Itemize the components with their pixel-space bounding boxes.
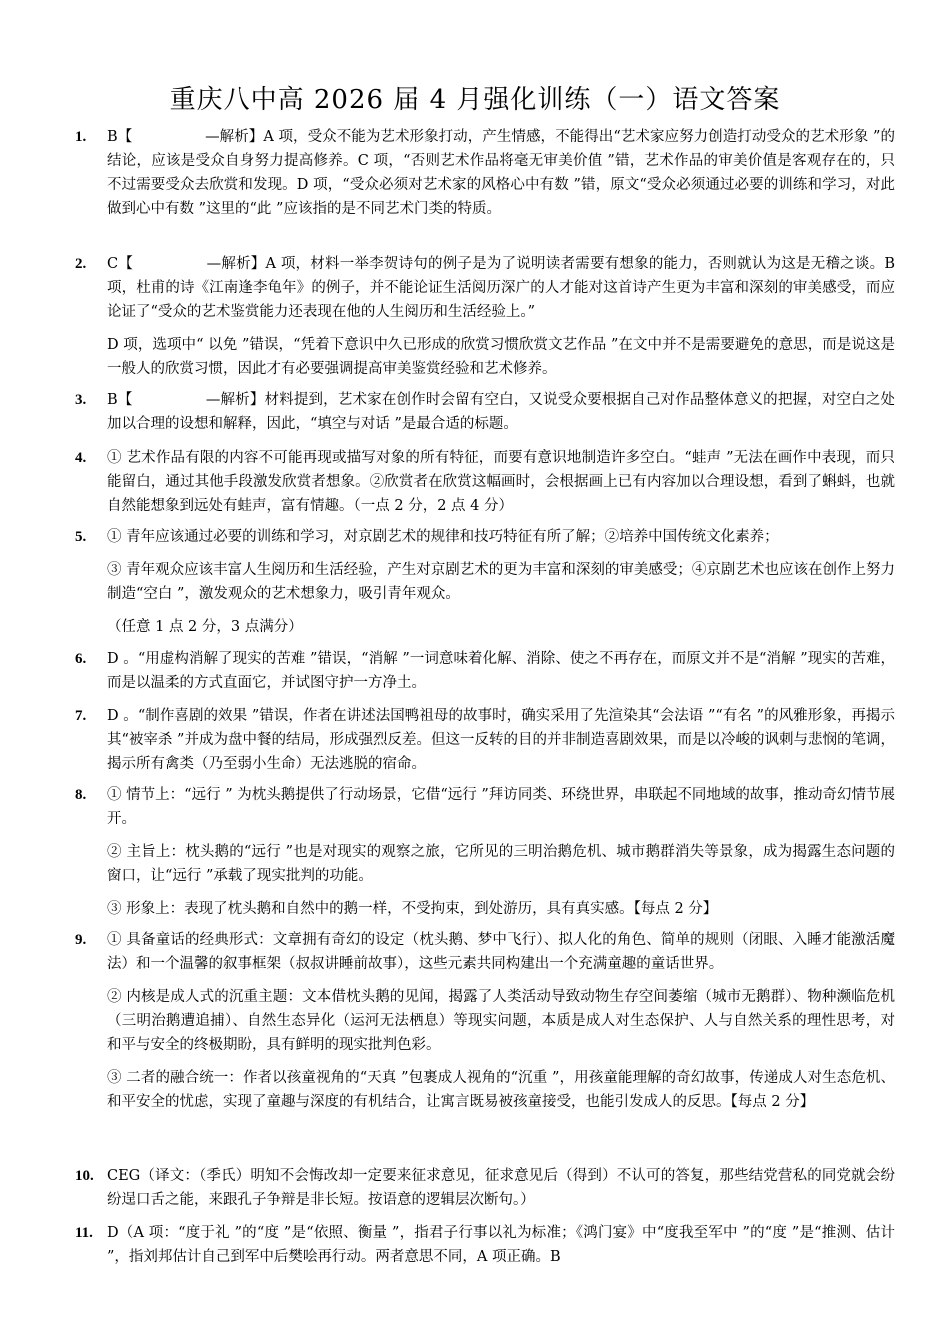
answer-item-1 [75,125,895,221]
answer-paragraph: B【 —解析】A 项，受众不能为艺术形象打动，产生情感，不能得出“艺术家应努力创造打动受众的艺术形象 ”的结论，应该是受众自身努力提高修养。C 项，“否则艺术作品将毫无审美价值 ”错，艺术作品的审美价值是客观存在的，只不过需要受众去欣赏和发现。D 项，“受众必须对艺术家的风格心中有数 ”错，原文“受众必须通过必要的训练和学习，对此做到心中有数 ”这里的“此 ”应该指的是不同艺术门类的特质。 [107,129,895,217]
item-number: 8. [75,787,87,803]
answer-paragraph: ① 青年应该通过必要的训练和学习，对京剧艺术的规律和技巧特征有所了解；②培养中国传统文化素养； [107,529,779,545]
answer-item-10 [75,1164,895,1212]
answer-paragraph: C【 —解析】A 项，材料一举李贺诗句的例子是为了说明读者需要有想象的能力，否则就认为这是无稽之谈。B 项，杜甫的诗《江南逢李龟年》的例子，并不能论证生活阅历深广的人才能对这首诗产生更为丰富和深刻的审美感受，而应论证了“受众的艺术鉴赏能力还表现在他的人生阅历和生活经验上。” [107,256,895,320]
answer-paragraph: （任意 1 点 2 分，3 点满分） [107,619,303,635]
answer-item-11 [75,1221,895,1269]
answer-paragraph: ① 情节上：“远行 ” 为枕头鹅提供了行动场景，它借“远行 ”拜访同类、环绕世界，串联起不同地域的故事，推动奇幻情节展开。 [107,787,895,827]
item-number: 11. [75,1225,93,1241]
item-body [107,125,895,221]
item-number: 3. [75,392,87,408]
answer-paragraph: CEG（译文：（季氏）明知不会悔改却一定要来征求意见，征求意见后（得到）不认可的答复，那些结党营私的同党就会纷纷逞口舌之能，来跟孔子争辩是非长短。按语意的逻辑层次断句。） [107,1168,895,1208]
item-number: 9. [75,932,87,948]
answer-paragraph: ③ 形象上：表现了枕头鹅和自然中的鹅一样，不受拘束，到处游历，具有真实感。【每点 2 分】 [107,901,718,917]
answer-item-8 [75,783,895,921]
answer-paragraph: ③ 二者的融合统一：作者以孩童视角的“天真 ”包裹成人视角的“沉重 ”，用孩童能理解的奇幻故事，传递成人对生态危机、和平安全的忧虑，实现了童趣与深度的有机结合，让寓言既易被孩童接受，也能引发成人的反思。【每点 2 分】 [107,1070,895,1110]
item-number: 10. [75,1168,94,1184]
item-body [107,647,895,695]
answer-item-3 [75,388,895,436]
item-body [107,1221,895,1269]
item-body [107,388,895,436]
item-number: 4. [75,450,87,466]
answer-paragraph: ② 内核是成人式的沉重主题：文本借枕头鹅的见闻，揭露了人类活动导致动物生存空间萎缩（城市无鹅群）、物种濒临危机（三明治鹅遭追捕）、自然生态异化（运河无法栖息）等现实问题，本质是成人对生态保护、人与自然关系的理性思考，对和平与安全的终极期盼，具有鲜明的现实批判色彩。 [107,989,895,1053]
answer-paragraph: D 。“用虚构消解了现实的苦难 ”错误，“消解 ”一词意味着化解、消除、使之不再存在，而原文并不是“消解 ”现实的苦难，而是以温柔的方式直面它，并试图守护一方净土。 [107,651,895,691]
answer-item-7 [75,704,895,776]
answer-item-6 [75,647,895,695]
item-number: 5. [75,529,87,545]
item-number: 1. [75,129,87,145]
answer-paragraph: B【 —解析】材料提到，艺术家在创作时会留有空白，又说受众要根据自己对作品整体意义的把握，对空白之处加以合理的设想和解释，因此，“填空与对话 ”是最合适的标题。 [107,392,895,432]
answer-item-5 [75,525,895,639]
item-body [107,525,895,639]
item-number: 6. [75,651,87,667]
answer-paragraph: D 项，选项中“ 以免 ”错误，“凭着下意识中久已形成的欣赏习惯欣赏文艺作品 ”在文中并不是需要避免的意思，而是说这是一般人的欣赏习惯，因此才有必要强调提高审美鉴赏经验和艺术修养。 [107,337,895,377]
item-body [107,252,895,381]
item-body [107,446,895,518]
answer-paragraph: D 。“制作喜剧的效果 ”错误，作者在讲述法国鸭祖母的故事时，确实采用了先渲染其“会法语 ”“有名 ”的风雅形象，再揭示其“被宰杀 ”并成为盘中餐的结局，形成强烈反差。但这一反转的目的并非制造喜剧效果，而是以冷峻的讽刺与悲悯的笔调，揭示所有禽类（乃至弱小生命）无法逃脱的宿命。 [107,708,895,772]
answer-paragraph: ① 艺术作品有限的内容不可能再现或描写对象的所有特征，而要有意识地制造许多空白。“蛙声 ”无法在画作中表现，而只能留白，通过其他手段激发欣赏者想象。②欣赏者在欣赏这幅画时，会根据画上已有内容加以合理设想，看到了蝌蚪，也就自然能想象到远处有蛙声，富有情趣。（一点 2 分，2 点 4 分） [107,450,895,514]
answer-paragraph: ③ 青年观众应该丰富人生阅历和生活经验，产生对京剧艺术的更为丰富和深刻的审美感受；④京剧艺术也应该在创作上努力制造“空白 ”，激发观众的艺术想象力，吸引青年观众。 [107,562,895,602]
item-body [107,1164,895,1212]
item-number: 7. [75,708,87,724]
item-number: 2. [75,256,87,272]
answer-paragraph: ② 主旨上：枕头鹅的“远行 ”也是对现实的观察之旅，它所见的三明治鹅危机、城市鹅群消失等景象，成为揭露生态问题的窗口，让“远行 ”承载了现实批判的功能。 [107,844,895,884]
item-body [107,704,895,776]
document-title: 重庆八中高 2026 届 4 月强化训练（一）语文答案 [169,85,781,115]
answer-item-9 [75,928,895,1114]
answer-paragraph: ① 具备童话的经典形式：文章拥有奇幻的设定（枕头鹅、梦中飞行）、拟人化的角色、简单的规则（闭眼、入睡才能激活魔法）和一个温馨的叙事框架（叔叔讲睡前故事），这些元素共同构建出一个充满童趣的童话世界。 [107,932,895,972]
answer-paragraph: D（A 项：“度于礼 ”的“度 ”是“依照、衡量 ”，指君子行事以礼为标准；《鸿门宴》中“度我至军中 ”的“度 ”是“推测、估计 ”，指刘邦估计自己到军中后樊哙再行动。两者意思不同，A 项正确。B [107,1225,895,1265]
answer-item-4 [75,446,895,518]
item-body [107,928,895,1114]
answer-item-2 [75,252,895,381]
item-body [107,783,895,921]
